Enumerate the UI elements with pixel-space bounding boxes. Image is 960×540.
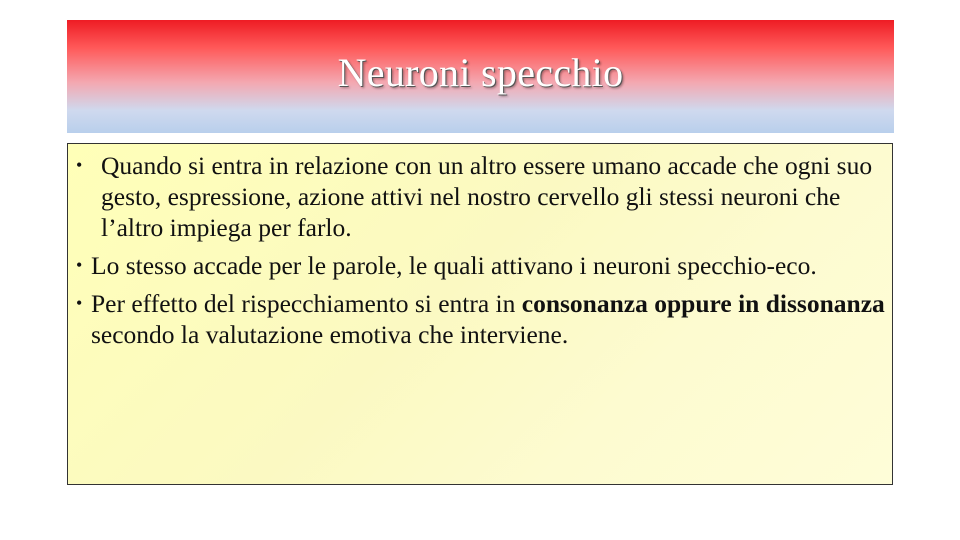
bullet-text-part: secondo la valutazione emotiva che interviene. — [91, 320, 569, 349]
title-banner — [67, 20, 894, 133]
bold-term-consonanza: consonanza — [521, 289, 648, 318]
bullet-text-part: Quando si entra in relazione con un altro essere umano accade che ogni suo gesto, espressione, azione attivi nel nostro cervello gli stessi neuroni che l’altro impiega per farlo. — [101, 151, 873, 242]
content-box — [67, 143, 893, 485]
bullet-item — [76, 250, 891, 281]
bullet-text — [91, 250, 891, 281]
bullet-text-part: Per effetto del rispecchiamento si entra in — [91, 289, 522, 318]
bullet-item — [76, 288, 891, 350]
slide-title: Neuroni specchio — [337, 50, 624, 95]
bullet-list — [76, 150, 891, 357]
bullet-icon: • — [76, 255, 83, 275]
bullet-icon: • — [76, 155, 83, 175]
bold-term-dissonanza: oppure in dissonanza — [654, 289, 885, 318]
bullet-icon: • — [76, 293, 83, 313]
bullet-text — [91, 288, 891, 350]
bullet-text-part: Lo stesso accade per le parole, le quali attivano i neuroni specchio-eco. — [91, 251, 817, 280]
bullet-text — [101, 150, 891, 243]
bullet-item — [76, 150, 891, 243]
